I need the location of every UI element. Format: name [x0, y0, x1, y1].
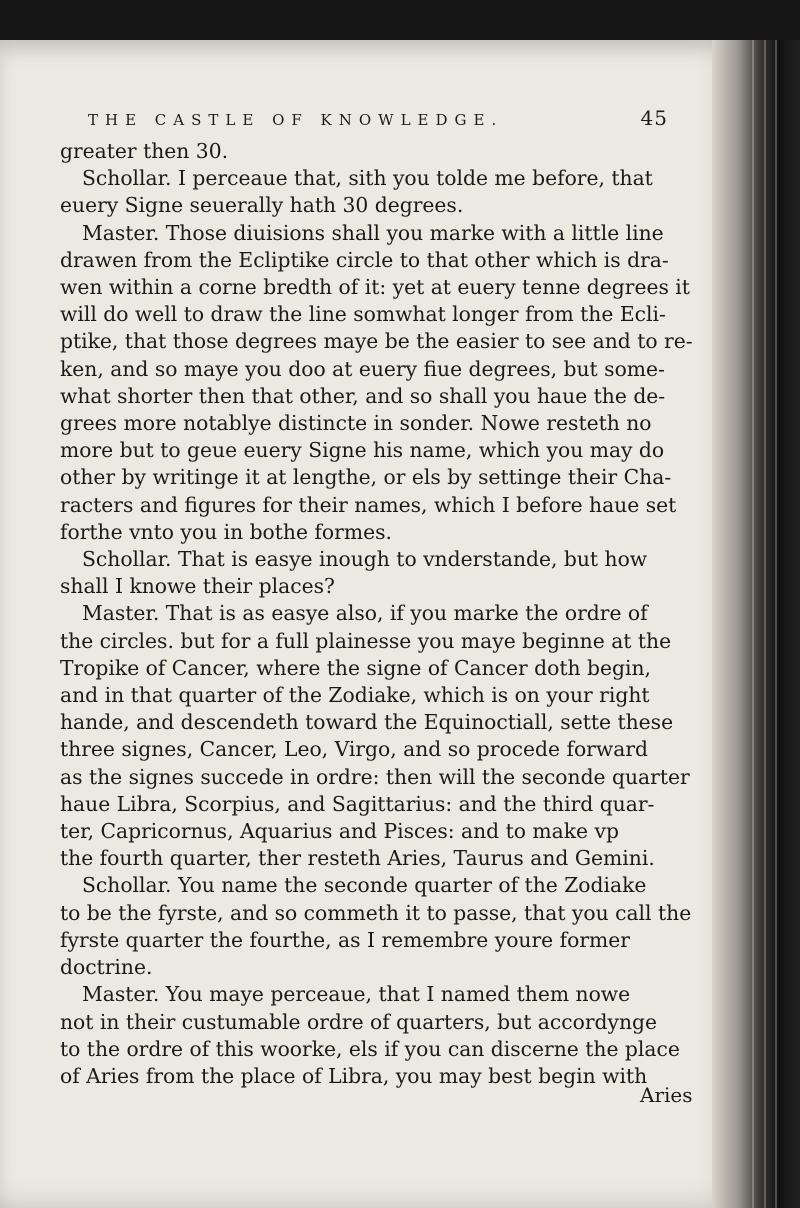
running-head — [88, 106, 668, 130]
text-line: doctrine. — [60, 955, 153, 980]
text-line: greater then 30. — [60, 139, 229, 163]
text-line: to be the fyrste, and so commeth it to passe, that you call the — [60, 900, 692, 925]
text-line: wen within a corne bredth of it: yet at euery tenne degrees it — [60, 275, 690, 300]
text-line: more but to geue euery Signe his name, which you may do — [60, 438, 665, 463]
page-number: 45 — [640, 106, 668, 130]
text-line: Tropike of Cancer, where the signe of Cancer doth begin, — [60, 655, 651, 680]
text-line: fyrste quarter the fourthe, as I remembre youre former — [60, 927, 630, 952]
text-line: as the signes succede in ordre: then will the seconde quarter — [60, 764, 690, 789]
text-line: Schollar. That is easye inough to vnderstande, but how — [82, 547, 648, 572]
catchword: Aries — [640, 1083, 693, 1107]
text-line: what shorter then that other, and so shall you haue the de- — [60, 383, 666, 408]
text-line: three signes, Cancer, Leo, Virgo, and so procede forward — [60, 737, 648, 762]
text-line: racters and figures for their names, which I before haue set — [60, 492, 677, 517]
text-line: Schollar. You name the seconde quarter of the Zodiake — [82, 873, 647, 898]
text-line: of Aries from the place of Libra, you may best begin with — [60, 1063, 648, 1088]
text-line: other by writinge it at lengthe, or els by settinge their Cha- — [60, 465, 672, 490]
text-line: hande, and descendeth toward the Equinoctiall, sette these — [60, 710, 674, 735]
text-line: Master. Those diuisions shall you marke with a little line — [82, 220, 664, 245]
text-line: ter, Capricornus, Aquarius and Pisces: and to make vp — [60, 819, 619, 844]
text-line: haue Libra, Scorpius, and Sagittarius: and the third quar- — [60, 791, 655, 816]
text-line: euery Signe seuerally hath 30 degrees. — [60, 193, 464, 218]
book-gutter — [712, 40, 800, 1208]
text-line: shall I knowe their places? — [60, 574, 335, 599]
text-line: drawen from the Ecliptike circle to that other which is dra- — [60, 247, 669, 272]
running-head-title: THE CASTLE OF KNOWLEDGE. — [88, 111, 504, 129]
text-line: grees more notablye distincte in sonder. Nowe resteth no — [60, 411, 652, 436]
text-line: and in that quarter of the Zodiake, which is on your right — [60, 683, 650, 708]
text-line: ken, and so maye you doo at euery fiue degrees, but some- — [60, 356, 665, 381]
text-line: forthe vnto you in bothe formes. — [60, 519, 392, 544]
text-line: to the ordre of this woorke, els if you can discerne the place — [60, 1036, 680, 1061]
text-line: the fourth quarter, ther resteth Aries, Taurus and Gemini. — [60, 846, 655, 871]
text-line: Master. You maye perceaue, that I named them nowe — [82, 982, 631, 1007]
text-line: will do well to draw the line somwhat longer from the Ecli- — [60, 302, 666, 327]
text-line: Schollar. I perceaue that, sith you tolde me before, that — [82, 166, 653, 191]
text-line: Master. That is as easye also, if you marke the ordre of — [82, 601, 648, 626]
text-line: the circles. but for a full plainesse you maye beginne at the — [60, 628, 672, 653]
body-text — [60, 138, 710, 1090]
text-line: not in their custumable ordre of quarters, but accordynge — [60, 1009, 658, 1034]
text-line: ptike, that those degrees maye be the easier to see and to re- — [60, 329, 693, 354]
